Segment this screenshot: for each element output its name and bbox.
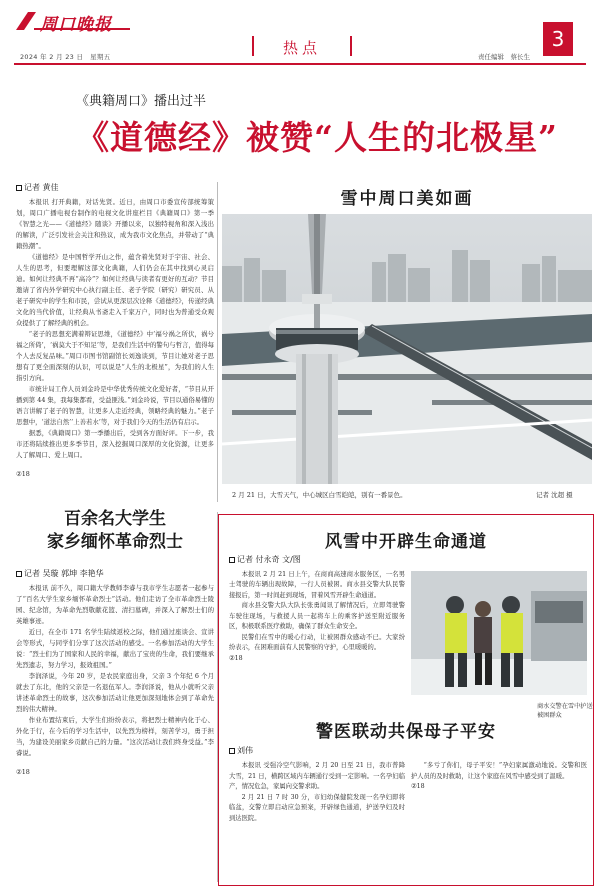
second-headline <box>16 508 214 554</box>
photo-caption: 2 月 21 日，大雪天气，中心城区白雪皑皑，别有一番景色。 <box>232 491 407 499</box>
paragraph: 近日，在全市 171 名学生陆续返校之际，他们通过座谈会、宣讲会等形式，与同学们分享了这次活动的感受。一名参加活动的大学生说：“烈士们为了国家和人民的幸福，献出了宝贵的生命，我们要继承先烈遗志，努力学习，报效祖国。” <box>16 628 214 669</box>
second-byline: 记者 吴璇 郭坤 李艳华 <box>16 568 214 579</box>
police-illustration <box>411 571 587 695</box>
byline-square-icon <box>229 748 235 754</box>
snow-city-photo <box>222 214 592 484</box>
page-number: 3 <box>543 22 573 56</box>
lead-article <box>16 182 214 480</box>
second-article <box>16 568 214 778</box>
paragraph: 李润泽说，今年 20 岁，是农民家庭出身，父亲 3 个年纪 6 个月就去了东北，他的父亲是一名退伍军人。李润泽说，他从小就听父亲讲述革命烈士的故事，这次参加活动让他更加深刻地体会到了革命先烈的伟大精神。 <box>16 672 214 713</box>
feature1-byline: 记者 付永奇 文/图 <box>229 555 405 566</box>
paragraph: 民警们在雪中的暖心行动，让被困群众感动不已。大家纷纷表示，在困难面前有人民警察的守护，心里暖暖的。 <box>229 633 405 651</box>
paragraph: 商水县交警大队大队长张勇闻讯了解情况后，立即驾驶警车驶往现场，与救援人员一起将车上的乘客护送至附近服务区，积极联系医疗救助，确保了群众生命安全。 <box>229 602 405 630</box>
photo-feature-title: 雪中周口美如画 <box>340 189 474 209</box>
second-headline-line: 百余名大学生 <box>64 509 166 529</box>
byline-square-icon <box>16 185 22 191</box>
paragraph: 市统计局工作人员刘金玲是中华优秀传统文化爱好者，“节目从开播到第 44 集，我每集都看，受益匪浅。”刘金玲说，节目以通俗易懂的语言讲解了老子的智慧，让更多人走近经典，领略经典的魅力。”老子思想中，‘道法自然’‘上善若水’等，对于我们今天的生活仍有启示。 <box>16 385 214 426</box>
feature2-article-col1 <box>229 761 405 824</box>
boxed-section <box>218 514 594 886</box>
paragraph: “老子的思想充满着辩证思维，《道德经》中‘福兮祸之所伏，祸兮福之所倚’，‘祸莫大于不知足’等，是我们生活中的警句与哲言，值得每个人去反复品味。”周口市图书馆副馆长刘逸谈到，节目让她对老子思想有了更全面深刻的认识，可以说是“人生的北极星”，为我们的人生指引方向。 <box>16 330 214 382</box>
feature2-byline: 刘伟 <box>229 745 253 756</box>
paragraph: “多亏了你们，母子平安！”孕妇家属激动地说。交警和医护人员的及时救助，让这个家庭在风雪中感受到了温暖。 <box>411 762 587 780</box>
feature2-article-col2 <box>411 761 587 793</box>
column-divider <box>217 182 218 502</box>
article-end-mark: ②18 <box>16 470 30 478</box>
lead-byline: 记者 黄佳 <box>16 182 214 193</box>
police-rescue-photo <box>411 571 587 695</box>
police-photo-caption: 商水交警在雪中护送被困群众 <box>537 703 593 719</box>
newspaper-name: 周口晚报 <box>40 15 112 35</box>
byline-square-icon <box>229 557 235 563</box>
feature1-article <box>229 555 405 664</box>
paragraph: 本报讯 受强冷空气影响，2 月 20 日至 21 日，我市普降大雪，21 日，横跨区域内车辆通行受到一定影响。一名孕妇临产，情况危急，家属向交警求助。 <box>229 762 405 790</box>
article-end-mark: ②18 <box>229 654 243 662</box>
paragraph: 本报讯 2 月 21 日上午，在商商高速商水服务区，一名男士驾驶的车辆出现故障，一行人员被困。商水县交警大队民警接报后，第一时间赶到现场，冒着风雪开辟生命通道。 <box>229 570 405 599</box>
paragraph: 据悉，《典籍周口》第一季播出后，受到各方面好评。下一步，我市还将陆续推出更多季节目，深入挖掘周口深厚的文化资源，让更多人了解周口、爱上周口。 <box>16 429 214 459</box>
issue-date: 2024 年 2 月 23 日 星期五 <box>20 53 111 61</box>
second-headline-line: 家乡缅怀革命烈士 <box>47 532 183 552</box>
article-end-mark: ②18 <box>411 783 425 790</box>
section-title: 热点 <box>282 39 321 57</box>
editor-credit: 责任编辑 蔡长生 <box>478 53 530 61</box>
paragraph: 本报讯 打开典籍，对话先贤。近日，由周口市委宣传部统筹策划，周口广播电视台制作的电视文化讲座栏目《典籍周口》第一季《智慧之光——《道德经》随谈》开播以来，以独特视角和深入浅出的解读，广泛引发社会关注和热议，成为我市文化焦点，并带动了“典籍热潮”。 <box>16 198 214 250</box>
lead-headline: 《道德经》被赞“人生的北极星” <box>76 118 558 157</box>
photo-credit: 记者 沈超 摄 <box>536 491 573 499</box>
feature1-headline: 风雪中开辟生命通道 <box>325 532 487 552</box>
masthead-logo <box>14 8 132 34</box>
paragraph: 本报讯 前不久，周口籍大学教师李睿与我市学生志愿者一起参与了“百名大学生家乡缅怀革命烈士”活动。他们走访了全市革命烈士陵园、纪念馆，为革命先烈敬献花篮、清扫墓碑，并深入了解烈士们的英雄事迹。 <box>16 584 214 625</box>
header-divider <box>14 63 586 65</box>
section-label <box>252 34 352 58</box>
paragraph: 《道德经》是中国哲学开山之作，蕴含着先贤对于宇宙、社会、人生的思考，但要理解这部文化典籍，人们仍会在其中找到心灵启迪。如何让经典不再“高冷”？如何让经典与读者有更好的互动？节目邀请了省内外学研究中心执行副主任、老子学院（研究）研究员、从老子研究中的学生和市民，尝试从更深层次诠释《道德经》，传递经典文化的当代价值，让经典从书斋走入千家万户，同时也为普通受众观众提供了了解经典的机会。 <box>16 253 214 327</box>
paragraph: 作业布置结束后，大学生们纷纷表示，将把烈士精神内化于心、外化于行，在今后的学习生活中，以先烈为榜样，刻苦学习，勇于担当，为建设美丽家乡贡献自己的力量。“这次活动让我们终身受益。”李睿说。 <box>16 716 214 757</box>
lead-kicker: 《典籍周口》播出过半 <box>76 94 207 109</box>
paragraph: 2 月 21 日 7 时 30 分，市妇幼保健院发现一名孕妇即将临盆，交警立即启动应急预案，开辟绿色通道，护送孕妇及时到达医院。 <box>229 793 405 822</box>
feature2-headline: 警医联动共保母子平安 <box>316 722 496 742</box>
section-bar-right <box>350 36 352 56</box>
byline-square-icon <box>16 571 22 577</box>
tower-snow-illustration <box>222 214 592 484</box>
article-end-mark: ②18 <box>16 768 30 776</box>
